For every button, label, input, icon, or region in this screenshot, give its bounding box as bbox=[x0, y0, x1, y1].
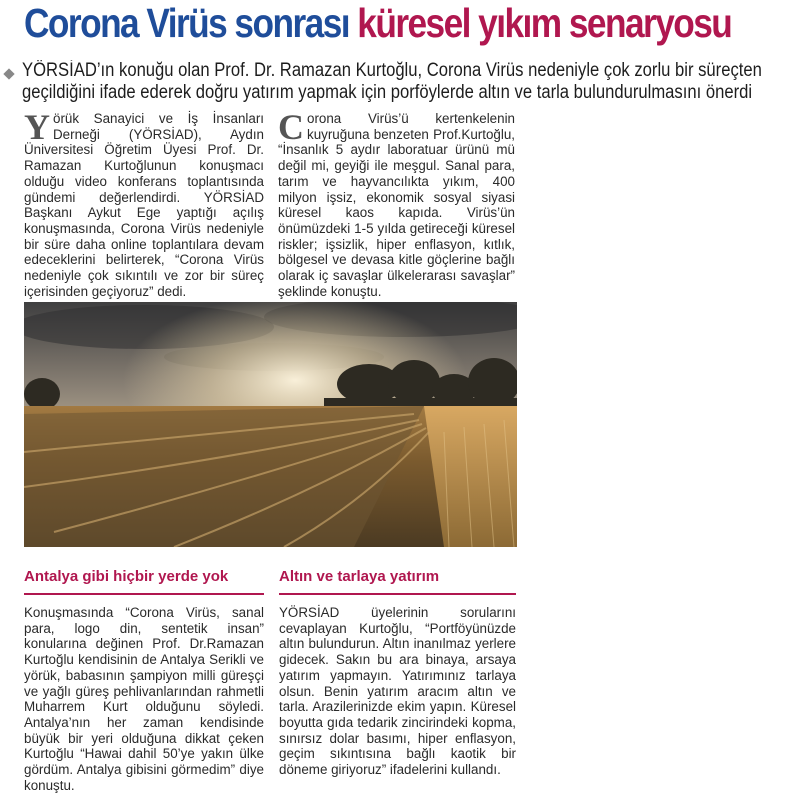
intro-text-left: örük Sanayici ve İş İnsanları Derneği (YÖRSİAD), Aydın Üniversitesi Öğretim Üyesi Prof. Dr. Ramazan Kurtoğlunun konuşmacı olduğu video konferans toplantısında gündemi değerlendirdi. YÖRSİAD Başkanı Aykut Ege yaptığı açılış konuşmasında, Corona Virüs nedeniyle bir süre daha online toplantılara devam edeceklerini belirterek, “Corona Virüs nedeniyle çok sıkıntılı ve zor bir süreç içerisinden geçiyoruz” dedi. bbox=[24, 111, 264, 299]
section-divider-right bbox=[279, 593, 516, 595]
deck-line-2: geçildiğini ifade ederek doğru yatırım yapmak için porföylerde altın ve tarla bulundurulmasını önerdi bbox=[22, 82, 753, 103]
section-text-investment: YÖRSİAD üyelerinin sorularını cevaplayan Kurtoğlu, “Portföyünüzde altın bulundurun. Altın inanılmaz yerlere gidecek. Sakın bu ara binaya, arsaya yatırım yapmayın. Yatırımınız tarlaya olsun. Benin yatırım aracım altın ve tarla. Arazilerinizde ekim yapın. Küresel boyutta gıda tedarik zincirindeki kopma, sınırsız dolar basımı, hiper enflasyon, geçim sıkıntısına bağlı kaotik bir döneme giriyoruz” ifadelerini kullandı. bbox=[279, 605, 516, 778]
wheat-field-sunset-photo bbox=[24, 302, 517, 547]
diamond-bullet-icon bbox=[3, 68, 15, 80]
section-title-antalya: Antalya gibi hiçbir yerde yok bbox=[24, 568, 229, 585]
section-text-antalya: Konuşmasında “Corona Virüs, sanal para, logo din, sentetik insan” konularına değinen Prof. Dr.Ramazan Kurtoğlu kendisinin de Antalya Serikli ve yörük, babasının şampiyon milli güreşçi ve yağlı güreş pehlivanlarından rahmetli Muharrem Kurt olduğunu söyledi. Antalya’nın her zaman kendisinde büyük bir yeri olduğuna dikkat çeken Kurtoğlu “Hawai dahil 50’ye yakın ülke gördüm. Antalya gibisini görmedim” diye konuştu. bbox=[24, 605, 264, 793]
section-divider-left bbox=[24, 593, 264, 595]
dropcap-c: C bbox=[278, 107, 304, 147]
intro-text-right: orona Virüs’ü kertenkelenin kuyruğuna benzeten Prof.Kurtoğlu, “İnsanlık 5 aydır laboratuar ürünü mü değil mi, geyiği ile meşgul. Sanal para, tarım ve hayvancılıkta yıkım, 400 milyon işsiz, ekonomik sosyal siyasi küresel kaos kapıda. Virüs’ün önümüzdeki 1-5 yılda getireceği küresel riskler; işsizlik, hiper enflasyon, kıtlık, bölgesel ve devasa kitle göçlerine bağlı olarak iç savaşlar ülkelerarası savaşlar” şeklinde konuştu. bbox=[278, 111, 515, 299]
intro-column-left bbox=[24, 107, 264, 299]
field-photo-illustration bbox=[24, 302, 517, 547]
headline bbox=[24, 0, 732, 48]
article-deck bbox=[22, 60, 775, 104]
headline-part-red: küresel yıkım senaryosu bbox=[357, 0, 732, 46]
dropcap-y: Y bbox=[24, 107, 50, 147]
deck-line-1: YÖRSİAD’ın konuğu olan Prof. Dr. Ramazan Kurtoğlu, Corona Virüs nedeniyle çok zorlu bir süreçten bbox=[22, 60, 762, 81]
intro-column-right bbox=[278, 107, 515, 299]
section-title-investment: Altın ve tarlaya yatırım bbox=[279, 568, 440, 585]
headline-part-blue: Corona Virüs sonrası bbox=[24, 0, 358, 46]
